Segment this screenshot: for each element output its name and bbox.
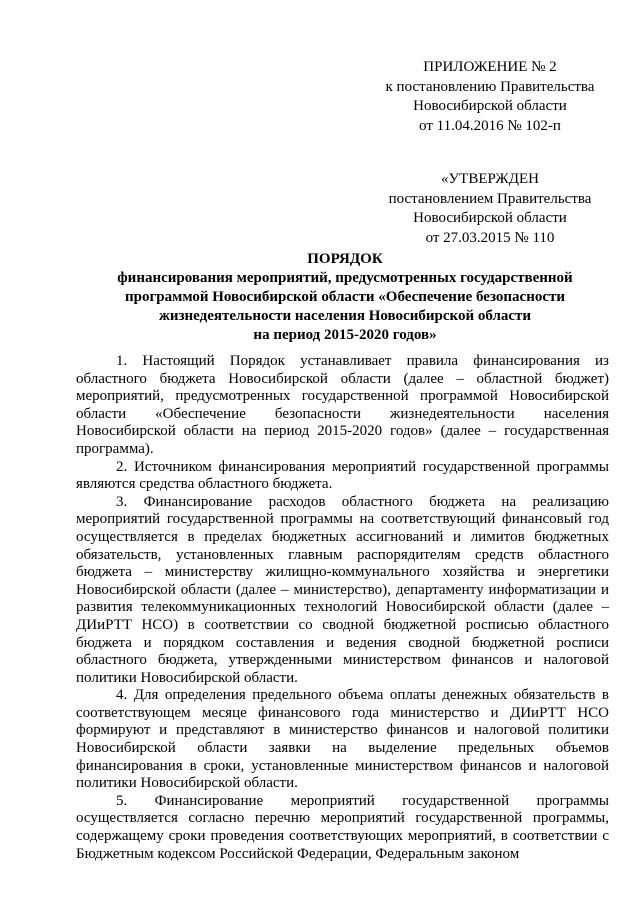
appendix-line: ПРИЛОЖЕНИЕ № 2 [423, 59, 557, 75]
approval-line: Новосибирской области [413, 210, 567, 226]
title-subtitle-line: жизнедеятельности населения Новосибирской области [158, 308, 532, 324]
paragraph: 5. Финансирование мероприятий государственной программы осуществляется согласно перечню мероприятий государственной программы, содержащему сроки проведения соответствующих мероприятий, в соответствии с Бюджетным кодексом Российской Федерации, Федеральным законом [76, 792, 609, 862]
approval-line: «УТВЕРЖДЕН [441, 171, 539, 187]
paragraph: 3. Финансирование расходов областного бюджета на реализацию мероприятий государственной программы на соответствующий финансовый год осуществляется в пределах бюджетных ассигнований и лимитов бюджетных обязательств, установленных главным распорядителям средств областного бюджета – министерству жилищно-коммунального хозяйства и энергетики Новосибирской области (далее – министерство), департаменту информатизации и развития телекоммуникационных технологий Новосибирской области (далее – ДИиРТТ НСО) в соответствии со сводной бюджетной росписью областного бюджета и порядком составления и ведения сводной бюджетной росписи областного бюджета, утвержденными министерством финансов и налоговой политики Новосибирской области. [76, 493, 609, 686]
paragraph: 4. Для определения предельного объема оплаты денежных обязательств в соответствующем месяце финансового года министерство и ДИиРТТ НСО формируют и представляют в министерство финансов и налоговой политики Новосибирской области заявки на выделение предельных объемов финансирования в сроки, установленные министерством финансов и налоговой политики Новосибирской области. [76, 687, 609, 792]
document-body [76, 353, 609, 863]
appendix-line: Новосибирской области [413, 98, 567, 114]
approval-header [375, 170, 605, 248]
appendix-line: от 11.04.2016 № 102-п [419, 117, 561, 134]
title-subtitle-line: на период 2015-2020 годов» [253, 327, 437, 343]
title-subtitle-line: программой Новосибирской области «Обеспечение безопасности [124, 289, 566, 305]
appendix-header [375, 58, 605, 136]
title-heading: ПОРЯДОК [307, 251, 383, 267]
approval-line: от 27.03.2015 № 110 [425, 229, 555, 246]
approval-line: постановлением Правительства [388, 190, 592, 207]
paragraph: 2. Источником финансирования мероприятий государственной программы являются средства областного бюджета. [76, 458, 609, 493]
title-subtitle-line: финансирования мероприятий, предусмотренных государственной [117, 270, 573, 286]
document-title [70, 250, 620, 345]
paragraph: 1. Настоящий Порядок устанавливает правила финансирования из областного бюджета Новосибирской области (далее – областной бюджет) мероприятий, предусмотренных государственной программой Новосибирской области «Обеспечение безопасности жизнедеятельности населения Новосибирской области на период 2015-2020 годов» (далее – государственная программа). [76, 353, 609, 457]
appendix-line: к постановлению Правительства [385, 78, 595, 95]
